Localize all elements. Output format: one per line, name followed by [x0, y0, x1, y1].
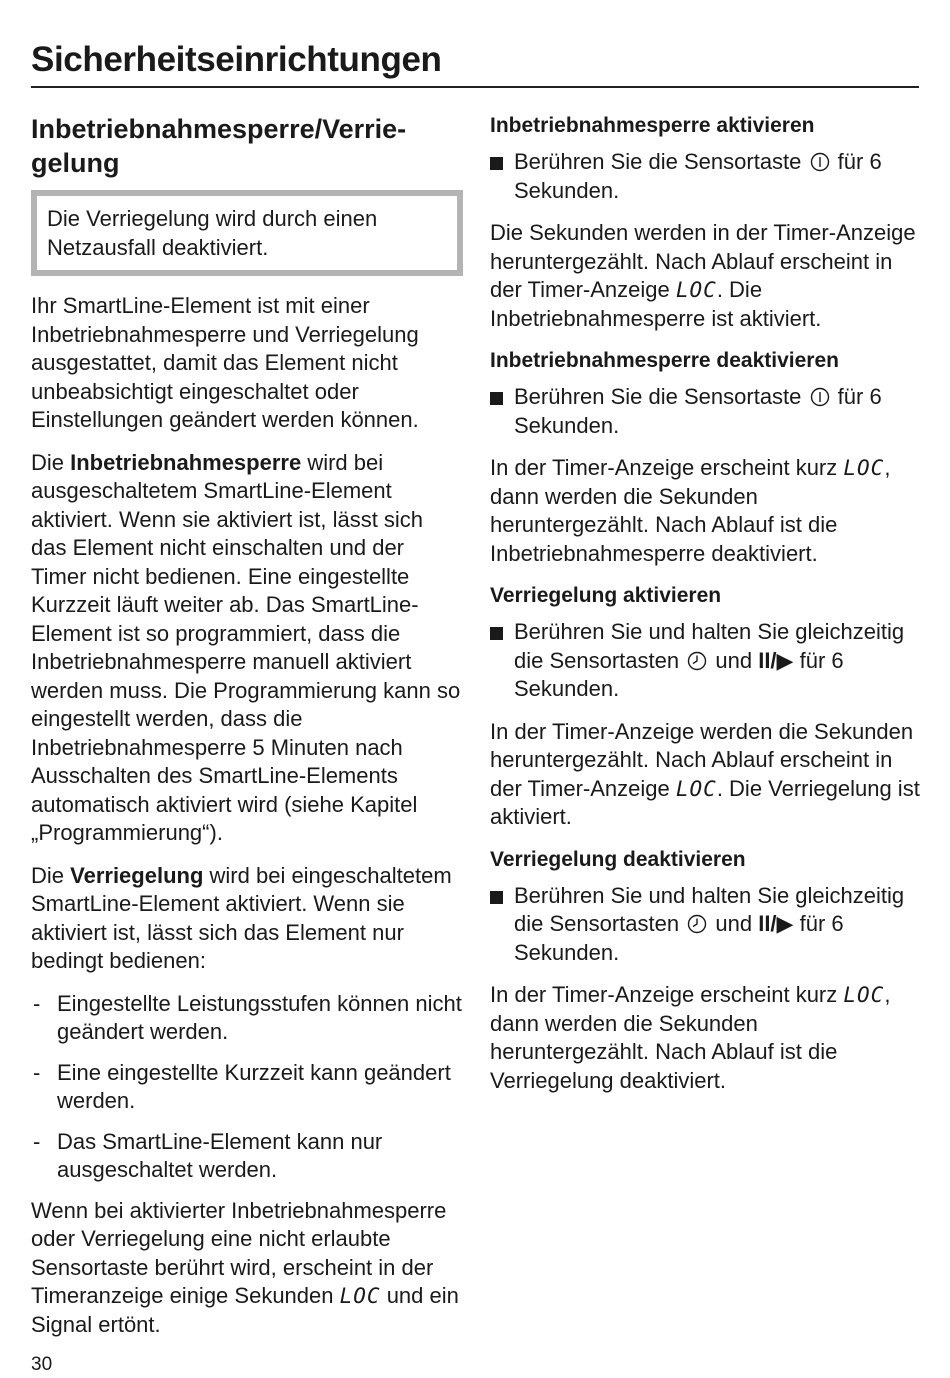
dash-marker: -: [33, 1059, 41, 1085]
text: In der Timer-Anzeige erscheint kurz: [490, 455, 838, 480]
play-pause-icon: II/▶: [758, 647, 794, 673]
result-paragraph: [490, 718, 920, 832]
lcd-loc-display: LOC: [843, 456, 885, 480]
step-text: und: [715, 647, 753, 673]
step-text: Berühren Sie und halten Sie gleichzeitig die Sensortasten: [514, 882, 905, 936]
list-item-text: Eingestellte Leistungsstufen können nicht geändert werden.: [57, 990, 462, 1044]
clock-icon: [687, 914, 707, 934]
text: . Die Inbetriebnahmesperre ist aktiviert.: [490, 277, 822, 331]
subheading-lock-on: Verriegelung aktivieren: [490, 584, 722, 607]
text: , dann werden die Sekunden heruntergezählt. Nach Ablauf ist die Inbetriebnahmesperre deaktiviert.: [490, 455, 891, 566]
instruction-step: [490, 383, 920, 440]
step-text: für 6 Sekunden.: [514, 647, 844, 701]
intro-paragraph: Ihr SmartLine-Element ist mit einer Inbetriebnahmesperre und Verriegelung ausgestattet, damit das Element nicht unbeabsichtigt eingeschaltet oder Einstellungen geändert werden können.: [31, 293, 419, 432]
list-item: [31, 1128, 463, 1185]
power-icon: [810, 152, 830, 172]
right-column: [490, 112, 920, 1109]
step-text: für 6 Sekunden.: [514, 149, 882, 203]
step-text: Berühren Sie die Sensortaste: [514, 149, 802, 174]
dash-marker: -: [33, 990, 41, 1016]
result-paragraph: [490, 219, 920, 333]
text: und ein Signal ertönt.: [31, 1283, 459, 1337]
step-text: Berühren Sie und halten Sie gleichzeitig die Sensortasten: [514, 619, 905, 673]
page-number: 30: [31, 1354, 53, 1375]
lock-term: Verriegelung: [70, 862, 204, 888]
section-title-line-2: gelung: [31, 148, 120, 178]
lock-paragraph: [31, 862, 463, 976]
subheading-lock-off: Verriegelung deaktivieren: [490, 847, 746, 871]
lcd-loc-display: LOC: [339, 1284, 381, 1308]
clock-icon: [687, 651, 707, 671]
section-title-line-1: Inbetriebnahmesperre/Verrie-: [31, 114, 407, 144]
section-title: [31, 112, 463, 180]
subheading-startup-lock-on: Inbetriebnahmesperre aktivieren: [490, 114, 815, 137]
text: In der Timer-Anzeige werden die Sekunden heruntergezählt. Nach Ablauf erscheint in der Timer-Anzeige: [490, 718, 914, 801]
result-paragraph: [490, 981, 920, 1095]
square-bullet-icon: [490, 157, 503, 170]
left-column: [31, 112, 463, 1353]
list-item-text: Das SmartLine-Element kann nur ausgeschaltet werden.: [57, 1128, 383, 1182]
subheading-startup-lock-off: Inbetriebnahmesperre deaktivieren: [490, 349, 839, 372]
text: wird bei eingeschaltetem SmartLine-Element aktiviert. Wenn sie aktiviert ist, lässt sich das Element nur bedingt bedienen:: [31, 862, 452, 973]
title-divider: [31, 86, 919, 88]
square-bullet-icon: [490, 627, 503, 640]
instruction-step: [490, 618, 920, 704]
text: Die: [31, 449, 71, 475]
text: Die Sekunden werden in der Timer-Anzeige heruntergezählt. Nach Ablauf erscheint in der Timer-Anzeige: [490, 220, 916, 302]
warning-box: [31, 190, 463, 276]
square-bullet-icon: [490, 392, 503, 405]
step-text: und: [715, 911, 753, 936]
play-pause-icon: II/▶: [758, 911, 794, 936]
text: Die: [31, 862, 71, 888]
step-text: für 6 Sekunden.: [514, 911, 844, 965]
dash-marker: -: [33, 1128, 41, 1154]
list-item-text: Eine eingestellte Kurzzeit kann geändert werden.: [57, 1059, 451, 1113]
power-icon: [810, 387, 830, 407]
text: , dann werden die Sekunden heruntergezählt. Nach Ablauf ist die Verriegelung deaktiviert.: [490, 982, 891, 1093]
text: . Die Verriegelung ist aktiviert.: [490, 775, 920, 829]
instruction-step: [490, 148, 920, 205]
startup-lock-term: Inbetriebnahmesperre: [70, 449, 302, 475]
instruction-step: [490, 882, 920, 968]
startup-lock-paragraph: [31, 449, 463, 848]
result-paragraph: [490, 454, 920, 568]
step-text: für 6 Sekunden.: [514, 384, 882, 438]
warning-text: Die Verriegelung wird durch einen Netzausfall deaktiviert.: [47, 206, 378, 260]
lcd-loc-display: LOC: [675, 278, 717, 302]
step-text: Berühren Sie die Sensortaste: [514, 384, 802, 409]
list-item: [31, 1059, 463, 1116]
list-item: [31, 990, 463, 1047]
text: In der Timer-Anzeige erscheint kurz: [490, 982, 838, 1007]
restriction-list: [31, 990, 463, 1185]
page-title: Sicherheitseinrichtungen: [31, 40, 442, 79]
lcd-loc-display: LOC: [675, 776, 717, 801]
invalid-key-paragraph: [31, 1197, 463, 1340]
lcd-loc-display: LOC: [843, 983, 885, 1007]
text: wird bei ausgeschaltetem SmartLine-Element aktiviert. Wenn sie aktiviert ist, lässt sich das Element nicht einschalten und der Timer nicht bedienen. Eine eingestellte Kurzzeit läuft weiter ab. Das SmartLine-Element ist so programmiert, dass die Inbetriebnahmesperre manuell aktiviert werden muss. Die Programmierung kann so eingestellt werden, dass die Inbetriebnahmesperre 5 Minuten nach Ausschalten des SmartLine-Elements automatisch aktiviert wird (siehe Kapitel „Programmierung“).: [31, 449, 461, 845]
square-bullet-icon: [490, 891, 503, 904]
text: Wenn bei aktivierter Inbetriebnahmesperre oder Verriegelung eine nicht erlaubte Sensortaste berührt wird, erscheint in der Timeranzeige einige Sekunden: [31, 1197, 447, 1308]
